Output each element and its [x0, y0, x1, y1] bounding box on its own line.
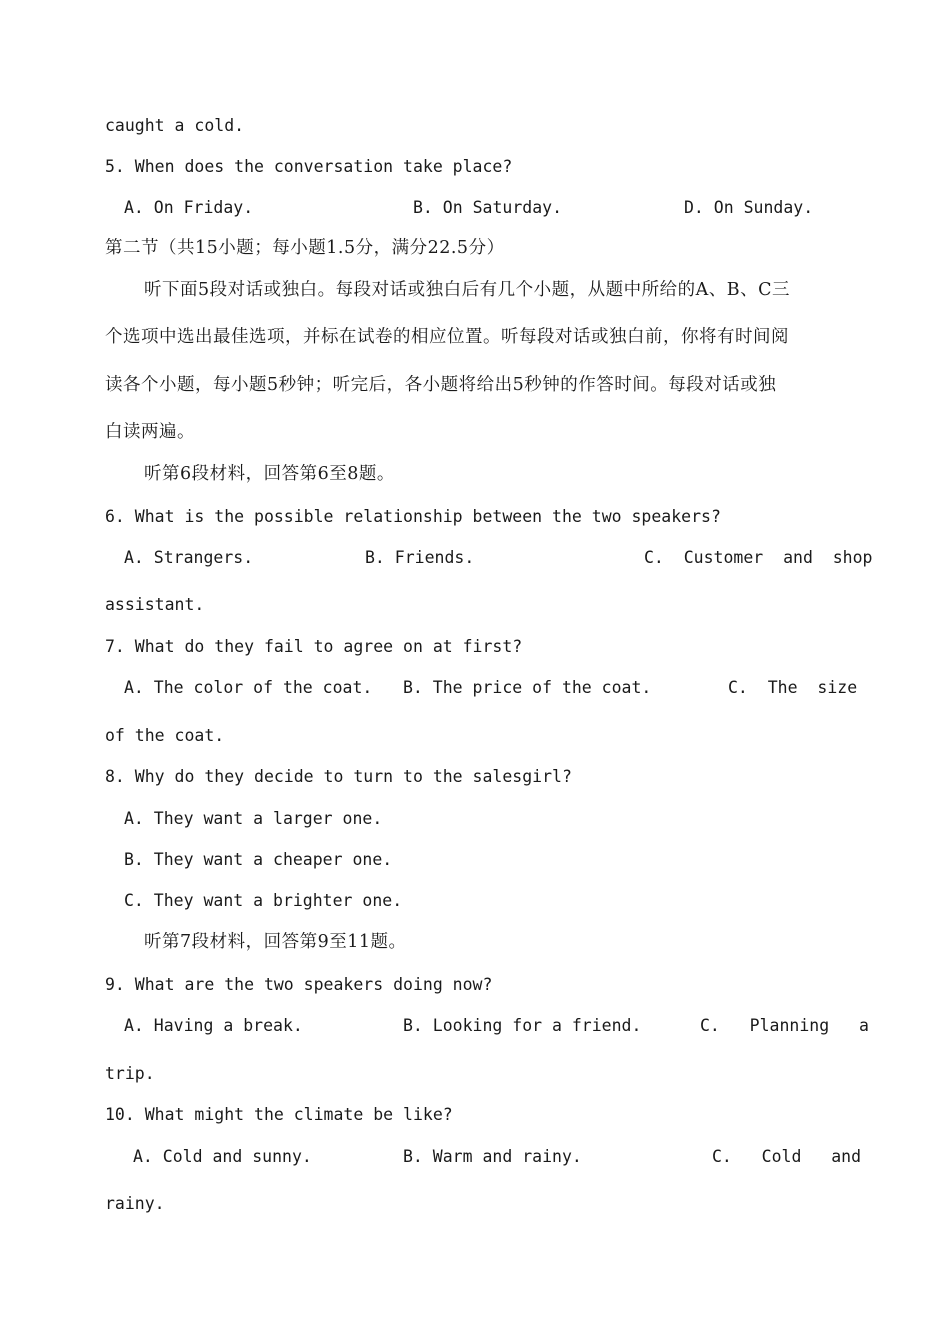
q5-option-b: B. On Saturday. — [413, 198, 563, 217]
q6-option-c: C. Customer and shop — [644, 548, 873, 567]
question-10-stem: 10. What might the climate be like? — [105, 1105, 453, 1124]
section-2-heading: 第二节（共15小题；每小题1.5分，满分22.5分） — [105, 238, 505, 258]
instructions-line-3: 读各个小题，每小题5秒钟；听完后，各小题将给出5秒钟的作答时间。每段对话或独 — [105, 375, 777, 395]
question-5-stem: 5. When does the conversation take place? — [105, 157, 513, 176]
instructions-line-2: 个选项中选出最佳选项，并标在试卷的相应位置。听每段对话或独白前，你将有时间阅 — [105, 327, 789, 347]
question-8-stem: 8. Why do they decide to turn to the salesgirl? — [105, 767, 572, 786]
q8-option-b: B. They want a cheaper one. — [124, 850, 393, 869]
q7-option-c-continuation: of the coat. — [105, 726, 225, 745]
q8-option-a: A. They want a larger one. — [124, 809, 383, 828]
q7-option-b: B. The price of the coat. — [403, 678, 652, 697]
q7-option-c: C. The size — [728, 678, 858, 697]
q10-option-b: B. Warm and rainy. — [403, 1147, 582, 1166]
instructions-line-4: 白读两遍。 — [105, 422, 195, 442]
question-6-stem: 6. What is the possible relationship between the two speakers? — [105, 507, 721, 526]
q5-option-a: A. On Friday. — [124, 198, 254, 217]
material-7-heading: 听第7段材料，回答第9至11题。 — [144, 932, 407, 952]
q6-option-a: A. Strangers. — [124, 548, 254, 567]
q7-option-a: A. The color of the coat. — [124, 678, 373, 697]
q10-option-c: C. Cold and — [712, 1147, 862, 1166]
q10-option-a: A. Cold and sunny. — [133, 1147, 312, 1166]
q6-option-c-continuation: assistant. — [105, 595, 205, 614]
instructions-line-1: 听下面5段对话或独白。每段对话或独白后有几个小题，从题中所给的A、B、C三 — [144, 280, 791, 300]
q8-option-c: C. They want a brighter one. — [124, 891, 403, 910]
q4-continuation: caught a cold. — [105, 116, 245, 135]
q6-option-b: B. Friends. — [365, 548, 475, 567]
question-7-stem: 7. What do they fail to agree on at first? — [105, 637, 523, 656]
q9-option-c: C. Planning a — [700, 1016, 869, 1035]
q9-option-c-continuation: trip. — [105, 1064, 155, 1083]
q9-option-b: B. Looking for a friend. — [403, 1016, 642, 1035]
material-6-heading: 听第6段材料，回答第6至8题。 — [144, 464, 395, 484]
question-9-stem: 9. What are the two speakers doing now? — [105, 975, 493, 994]
q10-option-c-continuation: rainy. — [105, 1194, 165, 1213]
q9-option-a: A. Having a break. — [124, 1016, 303, 1035]
q5-option-d: D. On Sunday. — [684, 198, 814, 217]
